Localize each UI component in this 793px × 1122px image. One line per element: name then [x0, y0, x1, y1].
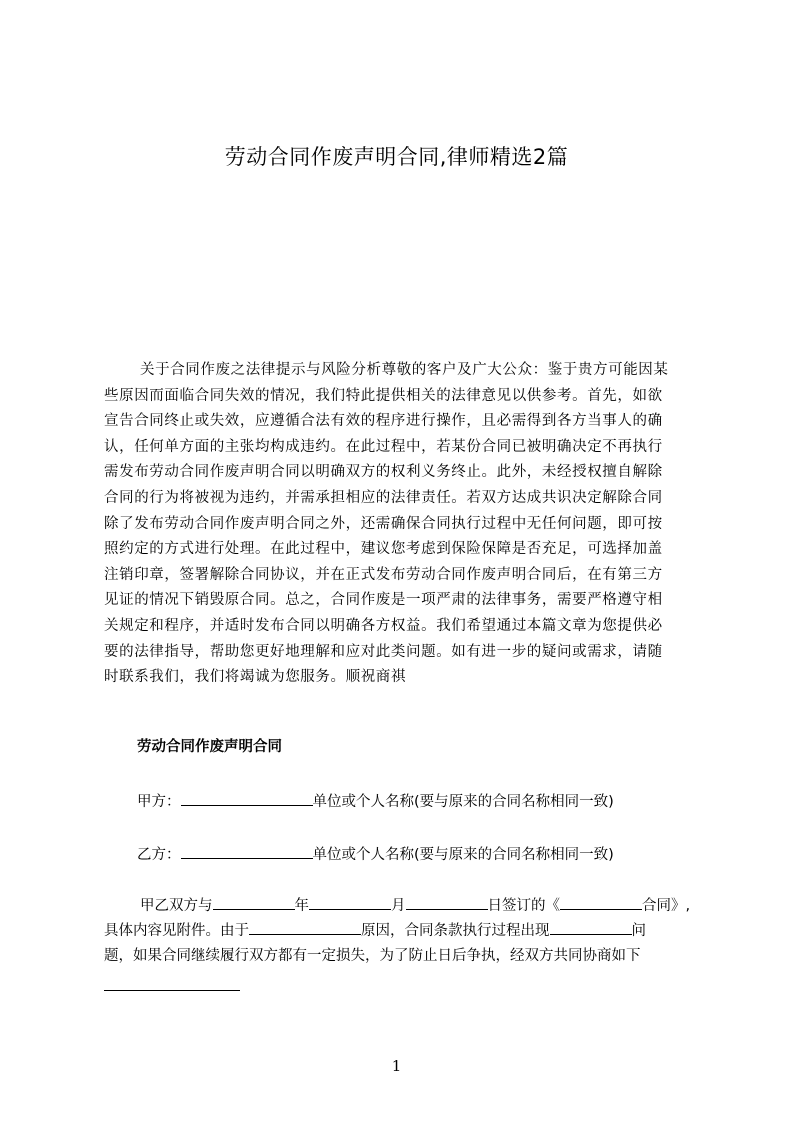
- agreement-text: 合同》,: [642, 898, 691, 914]
- agreement-text: 日签订的《: [487, 898, 560, 914]
- intro-line: 些原因而面临合同失效的情况，我们特此提供相关的法律意见以供参考。首先，如欲: [104, 387, 663, 404]
- intro-line: 除了发布劳动合同作废声明合同之外，还需确保合同执行过程中无任何问题，即可按: [104, 515, 663, 532]
- party-b-line: [137, 843, 614, 864]
- agreement-line-2: [104, 919, 699, 944]
- party-a-label: 甲方：: [137, 794, 181, 810]
- page-number: 1: [391, 1057, 402, 1075]
- agreement-line-3: 题，如果合同继续履行双方都有一定损失，为了防止日后争执，经双方共同协商如下: [104, 948, 641, 964]
- reason-blank[interactable]: [249, 920, 361, 935]
- agreement-text: 原因，合同条款执行过程出现: [361, 923, 550, 939]
- intro-line: 见证的情况下销毁原合同。总之，合同作废是一项严肃的法律事务，需要严格遵守相: [104, 592, 663, 609]
- intro-line: 宣告合同终止或失效，应遵循合法有效的程序进行操作，且必需得到各方当事人的确: [104, 413, 663, 430]
- intro-line: 照约定的方式进行处理。在此过程中，建议您考虑到保险保障是否充足，可选择加盖: [104, 541, 663, 558]
- agreement-text: 问: [631, 923, 646, 939]
- month-blank[interactable]: [309, 895, 391, 910]
- party-a-blank[interactable]: [181, 791, 313, 806]
- party-b-blank[interactable]: [181, 844, 313, 859]
- intro-line: 关于合同作废之法律提示与风险分析尊敬的客户及广大公众：鉴于贵方可能因某: [140, 362, 669, 378]
- day-blank[interactable]: [406, 895, 488, 910]
- intro-line: 需发布劳动合同作废声明合同以明确双方的权利义务终止。此外，未经授权擅自解除: [104, 464, 663, 481]
- agreement-text: 年: [294, 898, 309, 914]
- agreement-line-1: [104, 894, 699, 919]
- party-a-note: 单位或个人名称(要与原来的合同名称相同一致): [312, 794, 614, 810]
- agreement-text: 具体内容见附件。由于: [104, 923, 249, 939]
- contract-name-blank[interactable]: [560, 895, 642, 910]
- party-b-note: 单位或个人名称(要与原来的合同名称相同一致): [312, 847, 614, 863]
- party-a-line: [137, 790, 614, 811]
- intro-line: 合同的行为将被视为违约，并需承担相应的法律责任。若双方达成共识决定解除合同: [104, 489, 663, 506]
- section-heading: 劳动合同作废声明合同: [137, 739, 282, 755]
- intro-line: 注销印章，签署解除合同协议，并在正式发布劳动合同作废声明合同后，在有第三方: [104, 566, 663, 583]
- trailing-blank-line[interactable]: [104, 990, 240, 991]
- intro-line: 认，任何单方面的主张均构成违约。在此过程中，若某份合同已被明确决定不再执行: [104, 438, 663, 455]
- intro-line: 关规定和程序，并适时发布合同以明确各方权益。我们希望通过本篇文章为您提供必: [104, 617, 663, 634]
- agreement-paragraph: [104, 894, 699, 969]
- agreement-text: 月: [391, 898, 406, 914]
- intro-line: 时联系我们，我们将竭诚为您服务。顺祝商祺: [104, 669, 406, 686]
- issue-blank[interactable]: [550, 920, 632, 935]
- party-b-label: 乙方：: [137, 847, 181, 863]
- agreement-text: 甲乙双方与: [140, 898, 213, 914]
- document-title: 劳动合同作废声明合同,律师精选2篇: [224, 145, 569, 169]
- intro-line: 要的法律指导，帮助您更好地理解和应对此类问题。如有进一步的疑问或需求，请随: [104, 643, 663, 660]
- year-blank[interactable]: [213, 895, 295, 910]
- intro-paragraph: [104, 358, 699, 691]
